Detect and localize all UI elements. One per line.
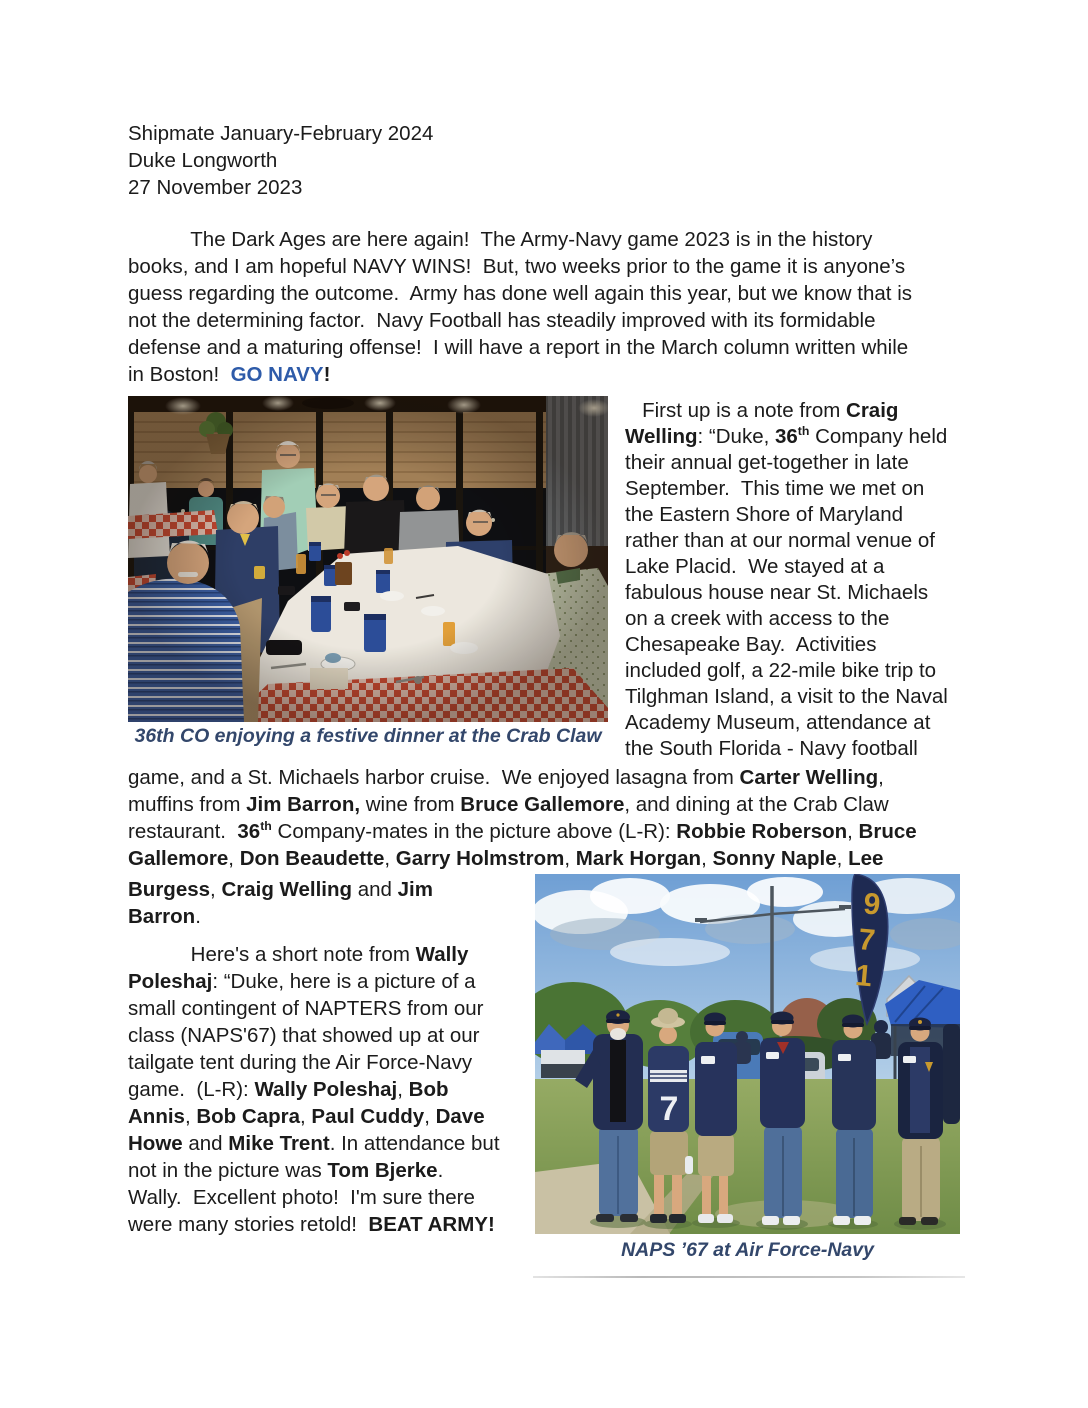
text-segment: Craig Welling	[221, 878, 353, 901]
text-line	[625, 684, 970, 710]
text-line	[128, 1157, 528, 1184]
text-line	[625, 736, 970, 762]
text-segment: defense and a maturing offense! I will have a report in the March column written while	[128, 336, 909, 359]
text-line	[625, 632, 970, 658]
text-line	[625, 398, 970, 424]
text-line	[128, 995, 528, 1022]
text-segment: Carter Welling	[739, 766, 879, 789]
text-line	[128, 253, 988, 280]
author-name: Duke Longworth	[128, 149, 278, 172]
text-segment: not in the picture was	[128, 1159, 328, 1182]
text-segment: !	[323, 363, 331, 386]
text-segment: Sonny Naple	[712, 847, 837, 870]
text-line	[128, 876, 528, 903]
banner-digit-1: 1	[853, 958, 874, 994]
text-segment: Chesapeake Bay. Activities	[625, 633, 877, 656]
text-segment: and	[182, 1132, 229, 1155]
note1-column-text	[625, 398, 970, 762]
text-segment: ,	[300, 1105, 312, 1128]
text-segment: Welling	[625, 425, 698, 448]
photo-crab-claw-dinner	[128, 396, 608, 722]
text-line	[625, 606, 970, 632]
text-line	[625, 450, 970, 476]
text-line	[625, 528, 970, 554]
text-segment: September. This time we met on	[625, 477, 925, 500]
text-segment: ,	[424, 1105, 436, 1128]
tailgate-illustration	[535, 874, 960, 1234]
text-line	[128, 941, 528, 968]
text-line	[128, 1076, 528, 1103]
text-segment: BEAT ARMY!	[368, 1213, 495, 1236]
publication-title: Shipmate January-February 2024	[128, 122, 434, 145]
note2-paragraph	[128, 941, 528, 1238]
text-segment: Garry Holmstrom	[395, 847, 565, 870]
text-line	[625, 580, 970, 606]
text-segment: and	[352, 878, 398, 901]
text-segment: .	[195, 905, 201, 928]
text-segment: 36	[774, 425, 798, 448]
text-segment: rather than at our normal venue of	[625, 529, 935, 552]
text-segment: game. (L-R):	[128, 1078, 255, 1101]
text-line	[128, 1130, 528, 1157]
text-line	[625, 658, 970, 684]
text-line	[128, 818, 978, 845]
date-line: 27 November 2023	[128, 176, 303, 199]
text-segment: wine from	[360, 793, 461, 816]
text-line	[128, 1049, 528, 1076]
text-segment: Bruce Gallemore	[460, 793, 625, 816]
text-line	[128, 791, 978, 818]
photo2-caption: NAPS ’67 at Air Force-Navy	[621, 1239, 874, 1261]
text-line	[625, 554, 970, 580]
text-line	[128, 1022, 528, 1049]
text-segment: Academy Museum, attendance at	[625, 711, 931, 734]
text-segment: class (NAPS'67) that showed up at our	[128, 1024, 480, 1047]
text-segment: ,	[210, 878, 222, 901]
text-line	[128, 226, 988, 253]
text-line	[128, 845, 978, 872]
text-line	[128, 307, 988, 334]
text-segment: Wally. Excellent photo! I'm sure there	[128, 1186, 475, 1209]
photo-naps67-tailgate	[535, 874, 960, 1234]
text-segment: Gallemore	[128, 847, 229, 870]
text-segment: , and dining at the Crab Claw	[624, 793, 889, 816]
text-segment: restaurant.	[128, 820, 238, 843]
text-segment: small contingent of NAPTERS from our	[128, 997, 484, 1020]
text-segment: game, and a St. Michaels harbor cruise. We enjoyed lasagna from	[128, 766, 740, 789]
text-segment: Howe	[128, 1132, 183, 1155]
text-segment: Lee	[848, 847, 884, 870]
text-segment: tailgate tent during the Air Force-Navy	[128, 1051, 473, 1074]
note1-fullwidth-text	[128, 764, 978, 872]
text-segment: : “Duke, here is a picture of a	[212, 970, 476, 993]
text-line	[625, 710, 970, 736]
text-segment: ,	[564, 847, 576, 870]
crab-claw-dinner-illustration	[128, 396, 608, 722]
text-segment: Tilghman Island, a visit to the Naval	[625, 685, 948, 708]
text-segment: Bruce	[858, 820, 917, 843]
text-segment: not the determining factor. Navy Football has steadily improved with its formidable	[128, 309, 876, 332]
text-line	[128, 903, 528, 930]
banner-digit-7: 7	[857, 923, 877, 958]
text-segment: ,	[878, 766, 884, 789]
text-segment: Company held	[809, 425, 948, 448]
text-line	[625, 502, 970, 528]
text-segment: Tom Bjerke	[327, 1159, 438, 1182]
text-segment: Burgess	[128, 878, 211, 901]
text-segment: th	[260, 819, 272, 834]
text-segment: the South Florida - Navy football	[625, 737, 918, 760]
text-line	[128, 1103, 528, 1130]
text-segment: Mark Horgan	[575, 847, 702, 870]
text-segment: Jim Barron,	[246, 793, 361, 816]
text-segment: : “Duke,	[697, 425, 775, 448]
scan-divider-line	[533, 1276, 965, 1278]
text-segment: .	[437, 1159, 444, 1182]
text-segment: Jim	[397, 878, 433, 901]
text-segment: Bob	[408, 1078, 449, 1101]
text-segment: ,	[847, 820, 859, 843]
text-segment: Dave	[435, 1105, 485, 1128]
text-segment: Mike Trent	[228, 1132, 330, 1155]
text-segment: Barron	[128, 905, 196, 928]
text-segment: in Boston!	[128, 363, 231, 386]
text-segment: their annual get-together in late	[625, 451, 909, 474]
text-segment: on a creek with access to the	[625, 607, 890, 630]
text-line	[625, 424, 970, 450]
text-segment: th	[797, 424, 810, 439]
intro-paragraph	[128, 226, 988, 388]
text-segment: Wally	[415, 943, 469, 966]
text-segment: Annis	[128, 1105, 185, 1128]
jersey-number: 7	[659, 1090, 679, 1128]
text-segment: Don Beaudette	[239, 847, 385, 870]
text-segment: included golf, a 22-mile bike trip to	[625, 659, 937, 682]
text-segment: ,	[184, 1105, 197, 1128]
text-segment: were many stories retold!	[128, 1213, 369, 1236]
text-segment: Paul Cuddy	[311, 1105, 425, 1128]
photo1-caption: 36th CO enjoying a festive dinner at the Crab Claw	[134, 725, 602, 747]
text-segment: Here's a short note from	[128, 943, 416, 966]
text-segment: ,	[384, 847, 396, 870]
text-line	[625, 476, 970, 502]
text-line	[128, 361, 988, 388]
text-segment: Bob Capra	[196, 1105, 301, 1128]
text-line	[128, 764, 978, 791]
text-segment: GO NAVY	[230, 363, 324, 386]
text-segment: Poleshaj	[128, 970, 213, 993]
text-segment: Wally Poleshaj	[254, 1078, 398, 1101]
text-segment: ,	[228, 847, 240, 870]
text-segment: ,	[836, 847, 849, 870]
text-segment: Company-mates in the picture above (L-R):	[271, 820, 677, 843]
text-segment: muffins from	[128, 793, 247, 816]
text-segment: books, and I am hopeful NAVY WINS! But, two weeks prior to the game it is anyone’s	[128, 255, 906, 278]
text-line	[128, 968, 528, 995]
text-segment: First up is a note from	[625, 399, 847, 422]
text-segment: fabulous house near St. Michaels	[625, 581, 929, 604]
text-segment: ,	[397, 1078, 409, 1101]
text-segment: . In attendance but	[329, 1132, 500, 1155]
text-segment: Robbie Roberson	[676, 820, 848, 843]
text-line	[128, 334, 988, 361]
text-line	[128, 280, 988, 307]
text-line	[128, 1184, 528, 1211]
text-segment: ,	[701, 847, 713, 870]
banner-digit-9: 9	[862, 887, 882, 922]
text-segment: Craig	[846, 399, 899, 422]
text-segment: the Eastern Shore of Maryland	[625, 503, 904, 526]
text-line	[128, 1211, 528, 1238]
text-segment: 36	[237, 820, 261, 843]
text-segment: Lake Placid. We stayed at a	[625, 555, 885, 578]
text-segment: guess regarding the outcome. Army has done well again this year, but we know that is	[128, 282, 912, 305]
document-header	[128, 120, 433, 201]
text-segment: The Dark Ages are here again! The Army-Navy game 2023 is in the history	[128, 228, 873, 251]
note1-narrow-text	[128, 876, 528, 930]
